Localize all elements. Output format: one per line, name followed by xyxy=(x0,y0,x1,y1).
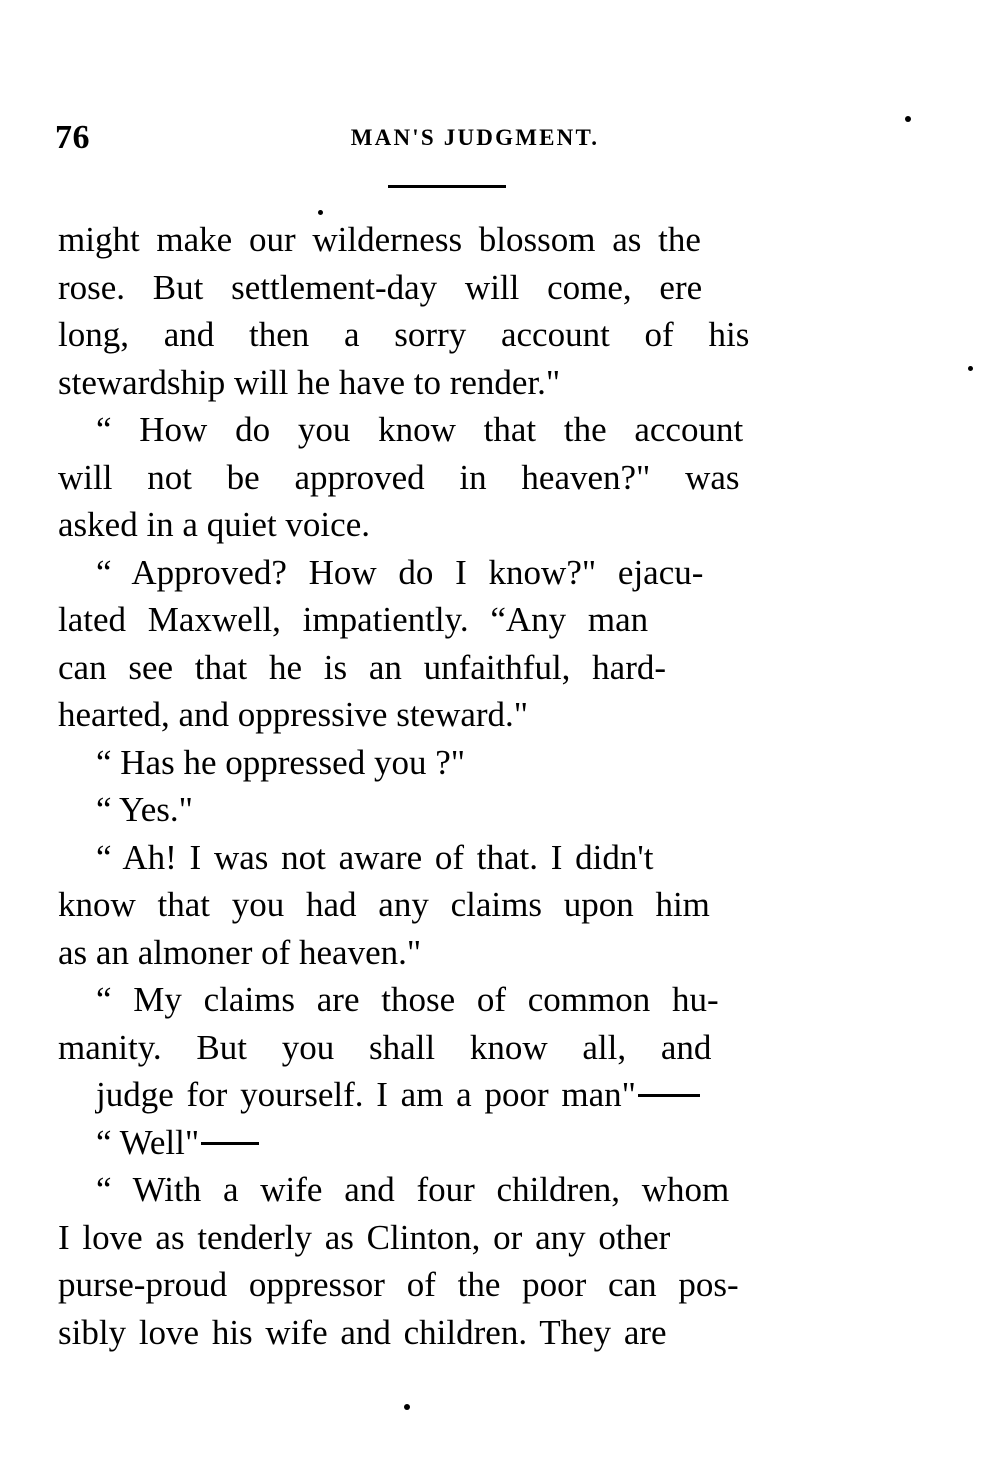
page-header xyxy=(55,118,830,164)
text-line: sibly love his wife and children. They are xyxy=(58,1312,667,1352)
text-line: purse-proud oppressor of the poor can pos- xyxy=(58,1265,739,1304)
text-line: can see that he is an unfaithful, hard- xyxy=(58,647,667,687)
text-line: “ Ah! I was not aware of that. I didn't xyxy=(96,837,654,877)
page-speck xyxy=(968,366,973,371)
text-line: “ Yes." xyxy=(96,790,193,829)
text-line: judge for yourself. I am a poor man" xyxy=(96,1075,636,1114)
header-divider-rule xyxy=(388,185,506,188)
text-line: will not be approved in heaven?" was xyxy=(58,457,740,497)
text-line: know that you had any claims upon him xyxy=(58,885,710,924)
text-line: stewardship will he have to render." xyxy=(58,362,561,402)
page-speck xyxy=(404,1404,410,1410)
em-dash-rule xyxy=(638,1094,700,1097)
text-line: “ How do you know that the account xyxy=(96,410,744,449)
text-line: might make our wilderness blossom as the xyxy=(58,220,701,259)
page-speck xyxy=(318,210,323,215)
text-line-with-dash xyxy=(58,1071,826,1119)
text-line: manity. But you shall know all, and xyxy=(58,1027,712,1067)
text-line: “ Well" xyxy=(96,1122,200,1162)
em-dash-rule xyxy=(201,1142,259,1145)
text-line: long, and then a sorry account of his xyxy=(58,315,750,354)
body-text-block xyxy=(58,216,826,1356)
text-line: I love as tenderly as Clinton, or any other xyxy=(58,1217,671,1257)
page-speck xyxy=(905,116,911,122)
text-line: “ Approved? How do I know?" ejacu- xyxy=(96,552,704,592)
text-line: asked in a quiet voice. xyxy=(58,505,370,544)
text-line: lated Maxwell, impatiently. “Any man xyxy=(58,600,649,639)
text-line: hearted, and oppressive steward." xyxy=(58,695,529,734)
text-line: “ Has he oppressed you ?" xyxy=(96,742,466,782)
page-number: 76 xyxy=(55,119,90,156)
running-head-title: MAN'S JUDGMENT. xyxy=(350,125,600,150)
text-line: rose. But settlement-day will come, ere xyxy=(58,267,703,307)
text-line: “ My claims are those of common hu- xyxy=(96,980,719,1019)
text-line: “ With a wife and four children, whom xyxy=(96,1170,730,1209)
text-line-with-dash xyxy=(58,1119,826,1167)
text-line: as an almoner of heaven." xyxy=(58,932,422,972)
